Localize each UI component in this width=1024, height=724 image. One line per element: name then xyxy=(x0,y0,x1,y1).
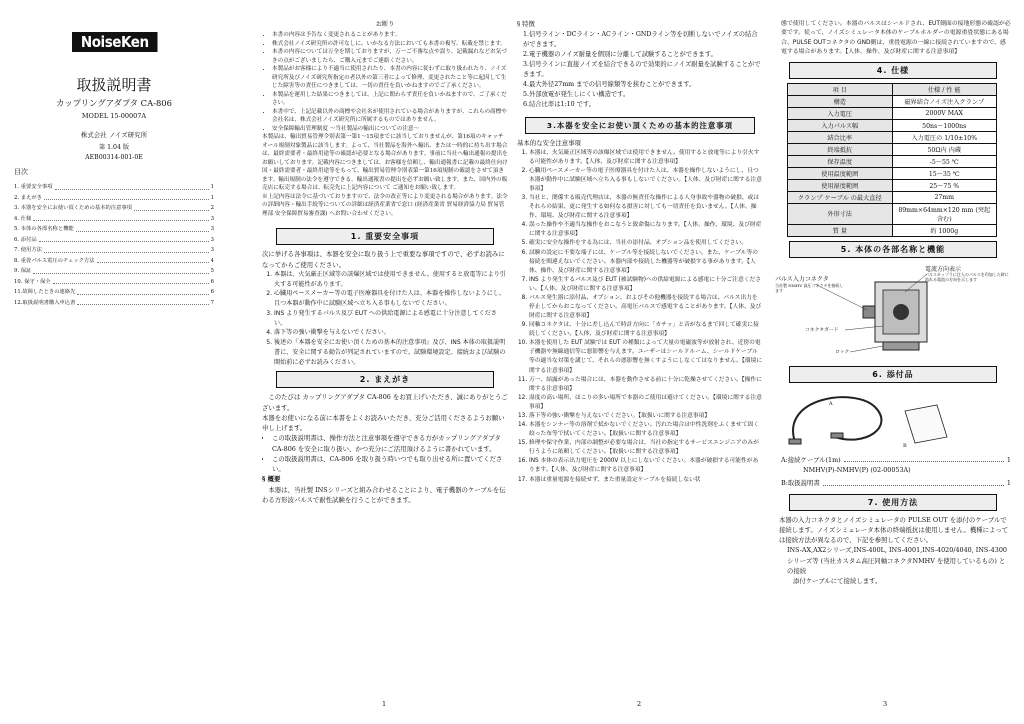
spec-value: -5〜55 ℃ xyxy=(892,155,997,167)
accessory-a-spec: NMHV(P)-NMHV(P) (02-00053A) xyxy=(803,466,911,474)
pulse-input-connector-icon xyxy=(863,306,875,318)
spec-row xyxy=(788,224,997,236)
toc-item xyxy=(14,193,214,204)
manual-title: 取扱説明書 xyxy=(76,76,152,94)
spec-key: 質 量 xyxy=(788,224,893,236)
spec-key: 使用湿度範囲 xyxy=(788,179,893,191)
precaution-item: 7. INS より発生するパルス及び EUT (被試験物)への供給電源による感電に十分ご注意ください。【人体、及び財産に関する注意事項】 xyxy=(529,276,763,294)
toc-item-page: 2 xyxy=(210,205,214,211)
label-connector-guard: コネクタガード xyxy=(805,327,839,333)
spec-header-item: 項 目 xyxy=(788,83,893,95)
spec-row xyxy=(788,155,997,167)
toc-item-page: 6 xyxy=(210,289,214,295)
overview-text: 本器は、当社製 INSシリーズと組み合わせることにより、電子機器のケーブルを伝わる方形波パルスで耐性試験を行うことができます。 xyxy=(262,485,506,504)
spec-header-value: 仕様 / 性 能 xyxy=(892,83,997,95)
label-lock: ロック xyxy=(835,349,850,355)
notice-item: • 本製品がお客様により不適当に使用されたり、本書の内容に従わずに取り扱われたり、ノイズ研究所及びノイズ研究所指定の者以外の第三者によって修理、変更されたこと等に起因して生じた障害等の責任につきましては、一切の責任を負いかねますのでご了承ください。 xyxy=(272,65,508,91)
toc-item xyxy=(14,266,214,277)
notice-item: • 株式会社ノイズ研究所の許可なしに、いかなる方法においても本書の複写、転載を禁じます。 xyxy=(272,40,508,49)
features-list xyxy=(517,30,763,110)
column-3 xyxy=(517,0,763,724)
feature-item: 4.最大外径27mm までの信号線類等を挟むことができます。 xyxy=(523,80,696,88)
manual-subtitle: カップリングアダプタ CA-806 xyxy=(56,98,172,108)
spec-key: 終端抵抗 xyxy=(788,143,893,155)
notice-list xyxy=(262,31,508,133)
spec-row xyxy=(788,167,997,179)
noiseken-logo: NoiseKen xyxy=(72,32,158,52)
toc-item xyxy=(14,235,214,246)
toc-item xyxy=(14,224,214,235)
precaution-item: 17. 本器は重量電源を接続せず、また重量設定ケーブルを接続しない状 xyxy=(529,476,763,485)
toc-item-page: 3 xyxy=(210,236,214,243)
precaution-item: 1. 本器は、火気厳正区域等の該爆区域では使用できません。使用すると放電等により引火する可能性があります。【人体、及び財産に関する注意事項】 xyxy=(529,149,763,167)
toc-item-page: 1 xyxy=(210,184,214,190)
spec-row xyxy=(788,191,997,203)
preface-bullet: • この取扱説明書は、操作方法と注意事項を遵守できる方がカップリングアダプタ CA-806 を安全に取り扱い、かつ充分にご活用頂けるように書かれています。 xyxy=(272,433,508,454)
parts-diagram xyxy=(775,262,1011,362)
section-3-list xyxy=(517,149,763,485)
spec-row xyxy=(788,95,997,107)
spec-key: 構造 xyxy=(788,95,893,107)
toc-item-title: 9. 保証 xyxy=(14,268,32,274)
toc-item xyxy=(14,182,214,193)
spec-table xyxy=(787,83,997,237)
company-name: 株式会社 ノイズ研究所 xyxy=(80,131,148,139)
accessory-a-count: 1 xyxy=(1006,455,1011,464)
toc-item xyxy=(14,287,214,298)
precaution-item: 11. 万一、結露があった場合には、本器を動作させる前に十分に乾燥させてください。【操作に関する注意事項】 xyxy=(529,376,763,394)
notice-item: • 本書中で、上記記載以外の商標や会社名が使用されている場合がありますが、これらの商標や会社名は、株式会社ノイズ研究所に所属するものではありません。 xyxy=(272,108,508,125)
precaution-item: 4. 誤った操作や不適当な操作をおこなうと致命傷になります。【人体、操作、環境、及び財産に関する注意事項】 xyxy=(529,221,763,239)
column-2 xyxy=(262,0,508,724)
toc-item-page: 3 xyxy=(210,247,214,253)
precaution-item: 10. 本器を使用した EUT 試験では EUT の種類によって大量の電磁波等が放射され、近傍の電子機器や無線通信等に悪影響を与えます。ユーザーはシールドルーム、シールドケーブル等の適当な対策を講じて、それらの悪影響を無くすようにしなくてはなりません。【環境に関する注意事項】 xyxy=(529,339,763,375)
toc-item-page: 5 xyxy=(210,268,214,274)
export-text: 本製品は、輸出貿易管理令別表第一第1〜15項までに該当しておりませんが、第16項のキャッチオール規制対象製品に該当します。よって、当社製品を海外へ輸出、または一時的に持ち出す場合は、最終需要者・最終用途等の確認が必要となる場合があります。事前に当社へ輸出通報の提出をお願いしております。記載内容につきましては、お客様を信頼し、輸出通報書に記載の最終仕向け国・最終需要者・最終用途等をもって、輸出貿易管理令別表第一第16項規制の確認をさせて頂きます。輸出規制の法令を遵守できる、輸出通報書の提出を必ずお願い致します。また、国内外の販売店に転売する場合は、転売先に上記内容について ご通知をお願い致します。 xyxy=(262,134,508,192)
safety-item: 4. 落下等の強い衝撃を与えないでください。 xyxy=(274,328,508,338)
precaution-item: 6. 試験の設定に不要な端子には、ケーブル等を接続しないでください。また、ケーブル等の接続を間違えないでください。本器内部や接続した機器等が破損する事があります。【人体、操作、及び財産に関する注意事項】 xyxy=(529,249,763,276)
spec-key: 結合比率 xyxy=(788,131,893,143)
accessories-illustration xyxy=(775,387,1011,455)
preface-bullet: • この取扱説明書は、CA-806 を取り扱う時いつでも取り出せる所に置いてください。 xyxy=(272,454,508,475)
section-3-continued: 態で使用してください。本器のパルスはシールドされ、EUT側面の接地形態の確認が必要です。従って、ノイズシミュレータ本体のケーブルホルダーの電源重畳状態にある場合、PULSE OUTコネクタの GND側は、重畳電源の一線に接続されていますので、感電する場合があります。【人体、操作、及び財産に関する注意事項】 xyxy=(781,21,1011,56)
usage-step-1: 本器の入力コネクタとノイズシミュレータの PULSE OUT を添付のケーブルで接続します。ノイズシミュレータ本体の終端抵抗は使用しません。機種によっては接続方法が異なるので、下記を参照してください。 xyxy=(779,515,1009,544)
export-footnote: ※上記内容は法令に基づいておりますので、法令の改正等により変更される場合があります。法令の詳細内容・輸出手続等についての詳細は経済産業省で窓口 (経済産業省 貿易経済協力局 貿易管理部 安全保障貿易審査課) へお問い合わせください。 xyxy=(262,193,508,217)
preface-bullets xyxy=(262,433,508,474)
label-current-direction: 電流方向表示 xyxy=(925,265,962,273)
spec-row xyxy=(788,131,997,143)
section-6-heading: 6. 添付品 xyxy=(789,366,997,383)
page-number-3: 3 xyxy=(883,700,888,708)
precaution-item: 2. 心臓用ペースメーカー等の電子医療器具を付けた人は、本器を操作しないようにし、且つ本器が動作中に試験区域へ立ち入る事もしないでください。【人体、及び財産に関する注意事項】 xyxy=(529,167,763,194)
notice-item: • 安全保障輸出管理制度 〜当社製品の輸出についての注意〜 xyxy=(272,125,508,134)
document-number: AEB00314-001-0E xyxy=(85,154,143,161)
page-number-2: 2 xyxy=(637,700,642,708)
accessory-b-text: B:取扱説明書 xyxy=(781,479,820,488)
precaution-item: 12. 湿度の高い場所、ほこりの多い場所で本器のご使用は避けてください。【環境に関する注意事項】 xyxy=(529,394,763,412)
precaution-item: 15. 修理や保守作業、内部の調整が必要な場合は、当社の指定するサービスエンジニアのみが行うように依頼してください。【取扱いに関する注意事項】 xyxy=(529,439,763,457)
edition: 第 1.04 版 xyxy=(98,144,130,151)
toc-item-title: 2. まえがき xyxy=(14,194,42,201)
feature-item: 3.信号ラインに直接ノイズを結合できるので効果的にノイズ耐量を試験することができます。 xyxy=(523,60,761,78)
precaution-item: 5. 確実に安全な操作をする為には、当社の添付品、オプション品を使用してください。 xyxy=(529,239,763,248)
spec-value: 50ns〜1000ns xyxy=(892,119,997,131)
spec-key: 入力電圧 xyxy=(788,107,893,119)
accessory-a-mark: A xyxy=(829,400,833,407)
accessory-b xyxy=(781,478,1011,488)
notice-item: • 本書の内容については万全を期しておりますが、万一ご不審な点や誤り、記載漏れなどお気づきの点がございましたら、ご購入元までご連絡ください。 xyxy=(272,48,508,65)
spec-row xyxy=(788,143,997,155)
spec-key: 使用温度範囲 xyxy=(788,167,893,179)
precaution-item: 14. 本器をシンナー等の溶剤で拭かないでください。汚れた場合は中性洗剤をふくませて固く絞った布等で拭いてください。【取扱いに関する注意事項】 xyxy=(529,421,763,439)
lock-part xyxy=(883,342,919,350)
feature-item: 1.信号ライン・DCライン・ACライン・GNDライン等を切断しないでノイズの結合ができます。 xyxy=(523,30,758,48)
center-hole-icon xyxy=(893,304,909,320)
spec-row xyxy=(788,119,997,131)
label-pulse-input-note: 当社製 NMHV 高圧コネクタを接続します xyxy=(775,282,844,293)
manual-booklet-icon xyxy=(905,405,947,443)
precaution-item: 16. INS 本体の表示出力電圧を 2000V 以上にしないでください。本器が破損する可能性があります。【人体、及び財産に関する注意事項】 xyxy=(529,457,763,475)
accessory-a-text: A:接続ケーブル(1m) xyxy=(781,455,841,464)
feature-item: 6.結合比率は1:10 です。 xyxy=(523,100,596,108)
toc-heading: 目次 xyxy=(14,168,28,176)
feature-item: 2.電子機器のノイズ耐量を個別に分離して試験することができます。 xyxy=(523,50,717,58)
toc-item xyxy=(14,245,214,256)
label-current-direction-note: パルスカップラに注入のパルスを印加した時に流れる電流の方向を示します xyxy=(925,271,1009,282)
spec-row xyxy=(788,107,997,119)
section-4-heading: 4. 仕様 xyxy=(789,62,997,79)
model-number: MODEL 15-00007A xyxy=(81,112,147,120)
section-1-list xyxy=(262,270,508,368)
toc-item-page: 3 xyxy=(210,215,214,222)
spec-value: 89mm×64mm×120 mm (突起含む) xyxy=(892,203,997,224)
toc-item-title: 7. 使用方法 xyxy=(14,247,42,253)
toc-item xyxy=(14,298,214,309)
notice-heading: お断り xyxy=(375,21,395,28)
safety-item: 3. INS より発生するパルス及び EUT への供給電源による感電に十分注意してください。 xyxy=(274,309,508,329)
spec-value: 25〜75 % xyxy=(892,179,997,191)
spec-value: 27mm xyxy=(892,191,997,203)
toc-item-title: 12.取扱説明書購入申込書 xyxy=(14,299,76,306)
feature-item: 5.外部放電が発生しにくい構造です。 xyxy=(523,90,630,98)
cable-icon xyxy=(775,387,1011,455)
section-2-heading: 2. まえがき xyxy=(276,371,494,388)
toc-item-title: 5. 本体の各部名称と機能 xyxy=(14,226,74,232)
spec-value: 磁界結合ノイズ注入クランプ xyxy=(892,95,997,107)
preface-text-2: 本器をお使いになる前に本書をよくお読みいただき、充分ご活用くださるようお願い申し上げます。 xyxy=(262,413,505,433)
spec-key: 入力パルス幅 xyxy=(788,119,893,131)
section-1-intro: 次に挙げる各事項は、本器を安全に取り扱う上で重要な事項ですので、必ずお読みになってからご使用ください。 xyxy=(262,250,505,269)
section-1-heading: 1. 重要安全事項 xyxy=(276,228,494,245)
accessory-b-mark: B xyxy=(903,442,907,449)
toc-item xyxy=(14,277,214,288)
notice-item: • 本書の内容は予告なく変更されることがあります。 xyxy=(272,31,508,40)
safety-item: 1. 本器は、火気厳正区域等の該爆区域では使用できません。使用すると放電等により引火する可能性があります。 xyxy=(274,270,508,290)
toc-item-title: 10. 保守・保全 xyxy=(14,278,51,285)
toc-item-title: 1. 重要安全事項 xyxy=(14,184,53,190)
usage-step-3: 添付ケーブルにて接続します。 xyxy=(793,577,882,585)
toc-item-page: 6 xyxy=(210,278,214,285)
toc-item-page: 7 xyxy=(210,299,214,306)
preface-text-1: このたびは カップリングアダプタ CA-806 をお買上げいただき、誠にありがとうございます。 xyxy=(262,393,508,412)
toc-item xyxy=(14,214,214,225)
toc-item-title: 11.故障したときの連絡先 xyxy=(14,289,76,295)
toc-item-title: 8. 重畳パルス電圧のチェック方法 xyxy=(14,257,95,264)
spec-value: 15〜35 ℃ xyxy=(892,167,997,179)
accessory-a xyxy=(781,455,1011,465)
toc-item xyxy=(14,203,214,214)
cover-column xyxy=(14,0,214,724)
page-number-1: 1 xyxy=(382,700,387,708)
precaution-item: 8. パルス発生器に添付品、オプション、およびその他機器を接続する場合は、パルス出力を停止してからおこなってください。高電圧パルスで感電することがあります。【人体、及び財産に関する注意事項】 xyxy=(529,294,763,321)
toc-item-page: 4 xyxy=(210,257,214,264)
toc-item-title: 4. 仕様 xyxy=(14,215,32,222)
overview-heading: § 概要 xyxy=(262,475,281,484)
spec-value: 50Ω内 内蔵 xyxy=(892,143,997,155)
toc-item-title: 3. 本器を安全にお使い頂くための基本的注意事項 xyxy=(14,205,132,211)
toc-item-title: 6. 添付品 xyxy=(14,236,37,243)
label-pulse-input: パルス入力コネクタ xyxy=(775,275,829,283)
precaution-item: 9. 同軸コネクタは、十分に差し込んで時計方向に「カチッ」と音がなるまで回して確実に接続してください。【人体、及び財産に関する注意事項】 xyxy=(529,321,763,339)
toc-item-page: 3 xyxy=(210,226,214,232)
section-5-heading: 5. 本体の各部名称と機能 xyxy=(789,241,997,258)
toc-item-page: 1 xyxy=(210,194,214,201)
usage-step-2: INS-AX,AX2シリーズ,INS-400L, INS-4001,INS-4020/4040, INS-4300シリーズ等 (当社カスタム高圧同軸コネクタNMHV を使用しているもの) との接続 xyxy=(787,546,1007,575)
spec-row xyxy=(788,203,997,224)
spec-value: 約 1000g xyxy=(892,224,997,236)
section-3-subheading: 基本的な安全注意事項 xyxy=(517,139,581,148)
spec-value: 2000V MAX xyxy=(892,107,997,119)
section-7-heading: 7. 使用方法 xyxy=(789,494,997,511)
notice-item: • 本製品を運用した結果につきましては、上記に関わらず責任を負いかねますので、ご了承ください。 xyxy=(272,91,508,108)
safety-item: 5. 後述の『本器を安全にお使い頂くための基本的注意事項』及び、INS 本体の取扱説明書に、安全に関する勧告が列記されていますので、試験環境設定、接続および試験の開始前に必ずお読みください。 xyxy=(274,338,508,367)
spec-row xyxy=(788,179,997,191)
spec-key: 保存温度 xyxy=(788,155,893,167)
precaution-item: 13. 落下等の強い衝撃を与えないでください。【取扱いに関する注意事項】 xyxy=(529,412,763,421)
features-heading: § 特徴 xyxy=(517,21,535,28)
spec-key: 外形寸法 xyxy=(788,203,893,224)
toc-item xyxy=(14,256,214,267)
column-4 xyxy=(775,0,1011,724)
spec-key: クランプ ケーブル の最大直径 xyxy=(788,191,893,203)
safety-item: 2. 心臓用ペースメーカー等の電子医療器具を付けた人は、本器を操作しないようにし、且つ本器が動作中に試験区域へ立ち入る事もしないでください。 xyxy=(274,289,508,309)
precaution-item: 3. 当社と、関係する販売代理店は、本器の無責任な操作による人身事故や器物の破損、或はそれらの結果、更に発生する如何なる損害に対しても一切責任を負いません。【人体、操作、環境、及び財産に関する注意事項】 xyxy=(529,194,763,221)
accessory-b-count: 1 xyxy=(1006,479,1011,488)
section-3-heading: 3.本器を安全にお使い頂くための基本的注意事項 xyxy=(525,117,755,134)
toc-list xyxy=(14,182,214,308)
spec-value: 入力電圧の 1/10±10% xyxy=(892,131,997,143)
